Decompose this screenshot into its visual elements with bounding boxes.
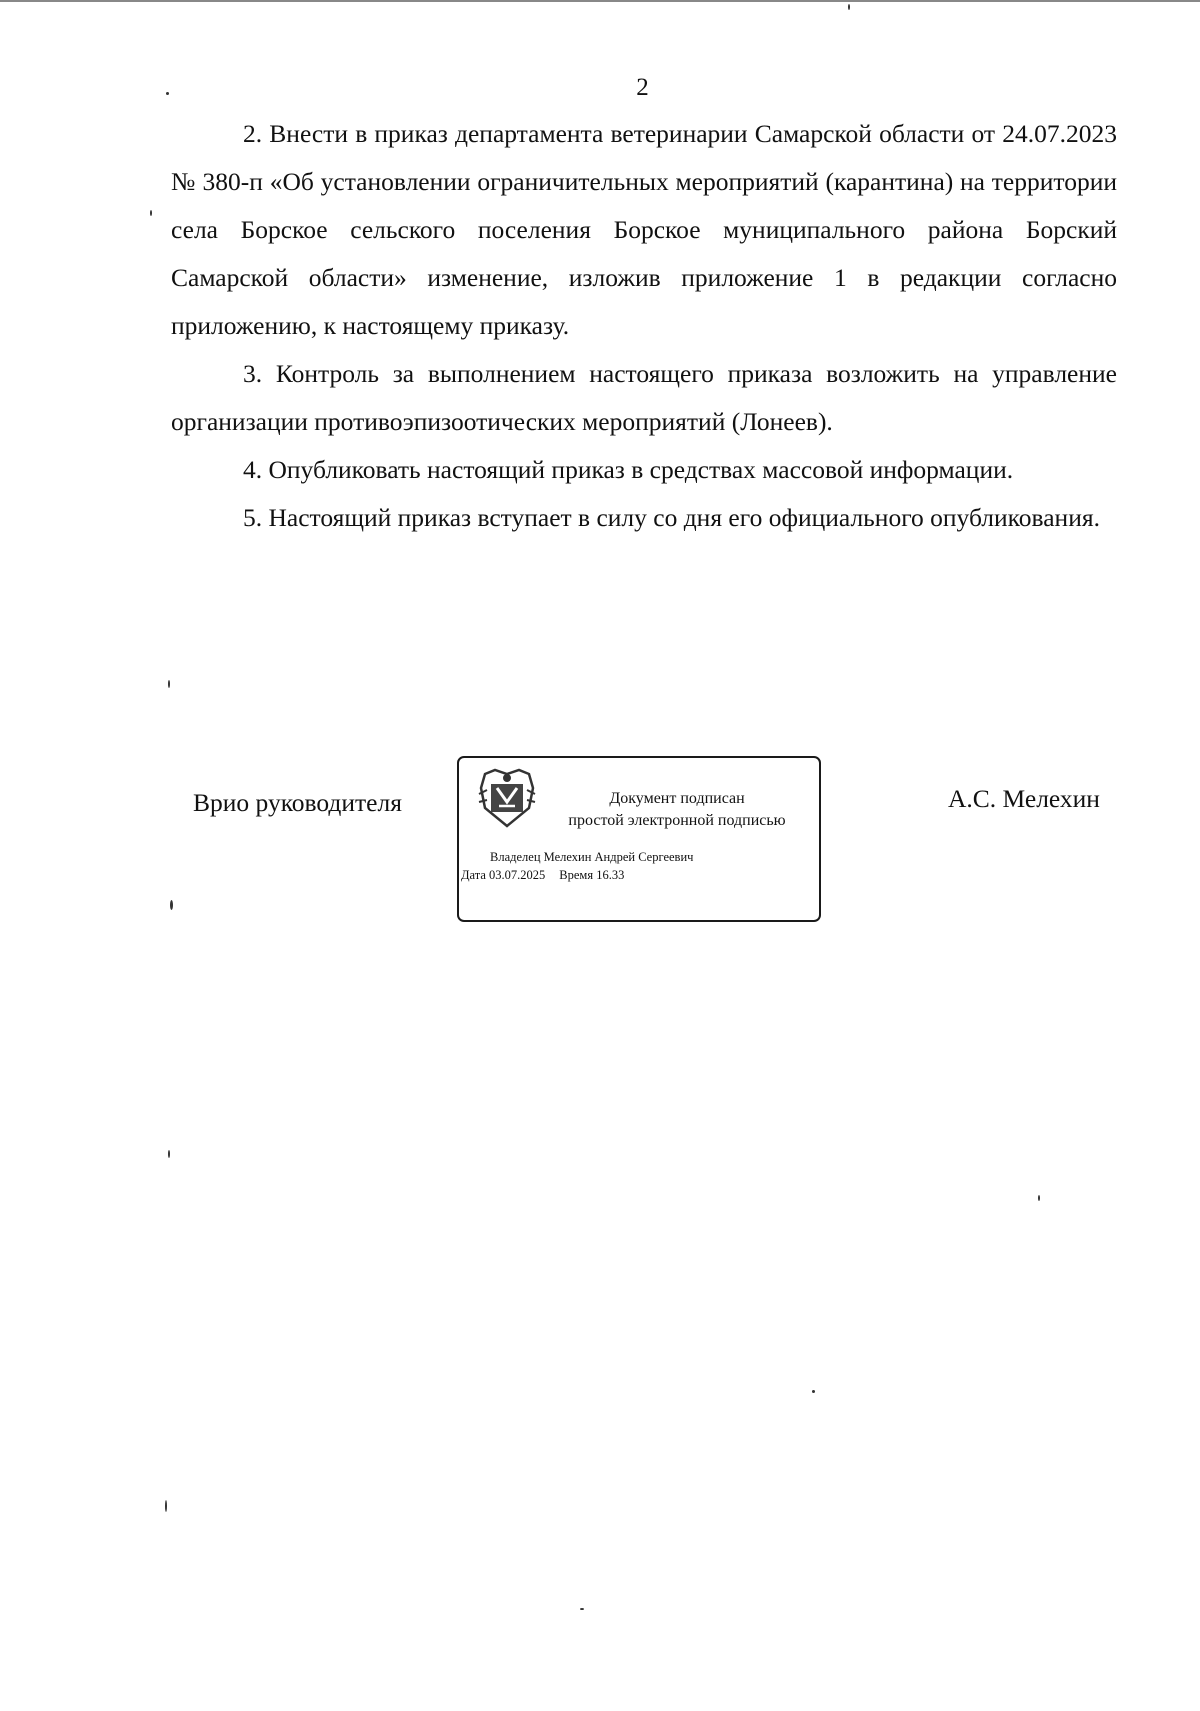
paragraph-2: 2. Внести в приказ департамента ветеринарии Самарской области от 24.07.2023 № 380-п «Об установлении ограничительных мероприятий (карантина) на территории села Борское сельского поселения Борское муниципального района Борский Самарской области» изменение, изложив приложение 1 в редакции согласно приложению, к настоящему приказу. [171,119,1117,340]
stamp-datetime [461,868,624,883]
stamp-date: Дата 03.07.2025 [461,868,546,882]
signature-block [0,756,1200,926]
paragraph-4: 4. Опубликовать настоящий приказ в средствах массовой информации. [243,455,1014,484]
scan-edge-line [0,0,1200,2]
scan-speck [580,1608,584,1610]
scan-speck [170,900,173,910]
stamp-title-line-2: простой электронной подписью [568,812,786,829]
page-number: 2 [636,74,649,101]
stamp-time: Время 16.33 [559,868,625,882]
coat-of-arms-icon [477,768,537,830]
signatory-role: Врио руководителя [193,788,402,817]
scan-speck [168,680,170,688]
stamp-owner: Владелец Мелехин Андрей Сергеевич [490,850,694,864]
scan-speck [848,4,850,10]
scan-speck [1038,1195,1040,1201]
scan-speck [150,210,152,216]
signatory-name: А.С. Мелехин [948,784,1100,813]
scan-speck [165,1500,167,1512]
scan-speck [168,1150,170,1158]
scan-speck [166,92,169,95]
paragraph-3: 3. Контроль за выполнением настоящего приказа возложить на управление организации противоэпизоотических мероприятий (Лонеев). [171,359,1117,436]
stamp-title [547,788,807,832]
electronic-signature-stamp [457,756,821,922]
paragraph-5: 5. Настоящий приказ вступает в силу со дня его официального опубликования. [243,503,1100,532]
document-body [171,110,1117,542]
scan-speck [812,1390,815,1393]
stamp-title-line-1: Документ подписан [609,790,745,807]
